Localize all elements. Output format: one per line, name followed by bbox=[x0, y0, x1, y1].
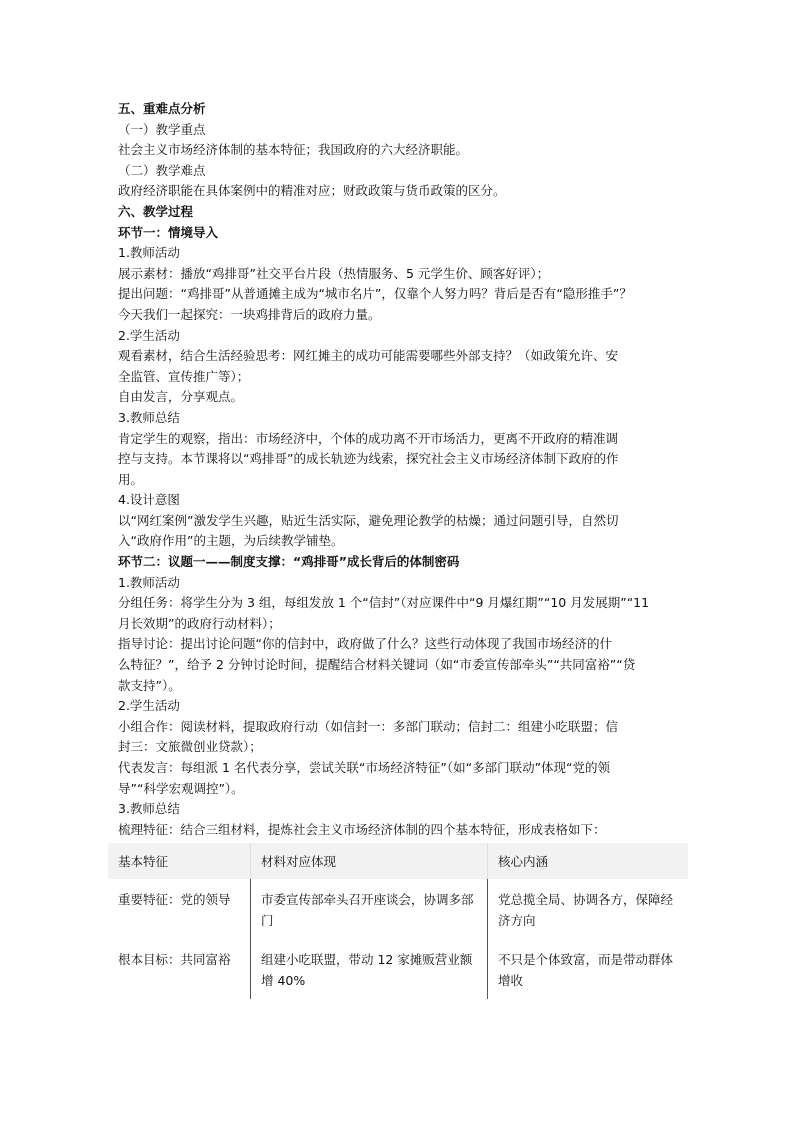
text-line: 代表发言：每组派 1 名代表分享，尝试关联“市场经济特征”（如“多部门联动”体现“党的领 bbox=[118, 760, 611, 775]
document-body bbox=[118, 99, 690, 840]
table-cell: 根本目标：共同富裕 bbox=[108, 939, 251, 999]
table-cell: 党总揽全局、协调各方，保障经济方向 bbox=[498, 892, 674, 929]
text-line: 2.学生活动 bbox=[118, 327, 180, 343]
table-header-cell: 核心内涵 bbox=[488, 843, 689, 879]
text-line: 观看素材，结合生活经验思考：网红摊主的成功可能需要哪些外部支持？（如政策允许、安 bbox=[118, 348, 619, 364]
text-line: 政府经济职能在具体案例中的精准对应；财政政策与货币政策的区分。 bbox=[118, 183, 506, 199]
document-page bbox=[118, 99, 690, 999]
table-row bbox=[108, 939, 688, 999]
text-line: 入“政府作用”的主题，为后续教学铺垫。 bbox=[118, 533, 344, 549]
text-line: （一）教学重点 bbox=[118, 121, 206, 137]
text-line: 社会主义市场经济体制的基本特征；我国政府的六大经济职能。 bbox=[118, 142, 469, 158]
text-line: 全监管、宣传推广等）； bbox=[118, 368, 250, 384]
text-line: 今天我们一起探究：一块鸡排背后的政府力量。 bbox=[118, 306, 381, 322]
text-line: （二）教学难点 bbox=[118, 162, 206, 178]
text-line: 4.设计意图 bbox=[118, 492, 180, 508]
text-line: 3.教师总结 bbox=[118, 409, 180, 425]
text-line: 分组任务：将学生分为 3 组，每组发放 1 个“信封”（对应课件中“9 月爆红期”“10 月发展期”“11 bbox=[118, 595, 650, 611]
text-line: 自由发言，分享观点。 bbox=[118, 389, 244, 405]
text-line: 梳理特征：结合三组材料，提炼社会主义市场经济体制的四个基本特征，形成表格如下： bbox=[118, 821, 606, 837]
text-line: 小组合作：阅读材料，提取政府行动（如信封一：多部门联动；信封二：组建小吃联盟；信 bbox=[118, 718, 619, 734]
text-line: 1.教师活动 bbox=[118, 574, 180, 590]
table-cell: 重要特征：党的领导 bbox=[108, 879, 251, 939]
text-line: 以“网红案例”激发学生兴趣，贴近生活实际，避免理论教学的枯燥；通过问题引导，自然切 bbox=[118, 512, 619, 528]
table-cell: 组建小吃联盟，带动 12 家摊贩营业额增 40% bbox=[251, 939, 488, 999]
text-line: 控与支持。本节课将以“鸡排哥”的成长轨迹为线索，探究社会主义市场经济体制下政府的作 bbox=[118, 451, 619, 467]
table-header-cell: 基本特征 bbox=[108, 843, 251, 879]
table-header-cell: 材料对应体现 bbox=[251, 843, 488, 879]
text-line: 指导讨论：提出讨论问题“你的信封中，政府做了什么？这些行动体现了我国市场经济的什 bbox=[118, 636, 612, 652]
text-line: 封三：文旅微创业贷款）； bbox=[118, 739, 262, 755]
text-line: 肯定学生的观察，指出：市场经济中，个体的成功离不开市场活力，更离不开政府的精准调 bbox=[118, 430, 619, 446]
section-heading: 环节二：议题一——制度支撑：“鸡排哥”成长背后的体制密码 bbox=[118, 554, 460, 570]
text-line: 2.学生活动 bbox=[118, 698, 180, 714]
text-line: 么特征？”，给予 2 分钟讨论时间，提醒结合材料关键词（如“市委宣传部牵头”“共同富裕”“贷 bbox=[118, 657, 636, 673]
text-line: 展示素材：播放“鸡排哥”社交平台片段（热情服务、5 元学生价、顾客好评）； bbox=[118, 265, 550, 281]
table-header-row bbox=[108, 843, 688, 879]
text-line: 提出问题：“鸡排哥”从普通摊主成为“城市名片”，仅靠个人努力吗？背后是否有“隐形推手”？ bbox=[118, 286, 632, 302]
text-line: 用。 bbox=[118, 471, 144, 487]
table-cell: 不只是个体致富，而是带动群体增收 bbox=[498, 952, 674, 989]
table-row bbox=[108, 879, 688, 939]
section-heading: 五、重难点分析 bbox=[118, 101, 206, 116]
features-table bbox=[108, 843, 688, 999]
text-line: 3.教师总结 bbox=[118, 801, 180, 817]
text-line: 导”“科学宏观调控”）。 bbox=[118, 780, 244, 796]
table-cell: 市委宣传部牵头召开座谈会，协调多部门 bbox=[251, 879, 488, 939]
text-line: 款支持”）。 bbox=[118, 677, 181, 693]
section-heading: 六、教学过程 bbox=[118, 203, 194, 219]
text-line: 月长效期”的政府行动材料）； bbox=[118, 615, 281, 631]
text-line: 1.教师活动 bbox=[118, 245, 180, 261]
section-heading: 环节一：情境导入 bbox=[118, 224, 219, 240]
